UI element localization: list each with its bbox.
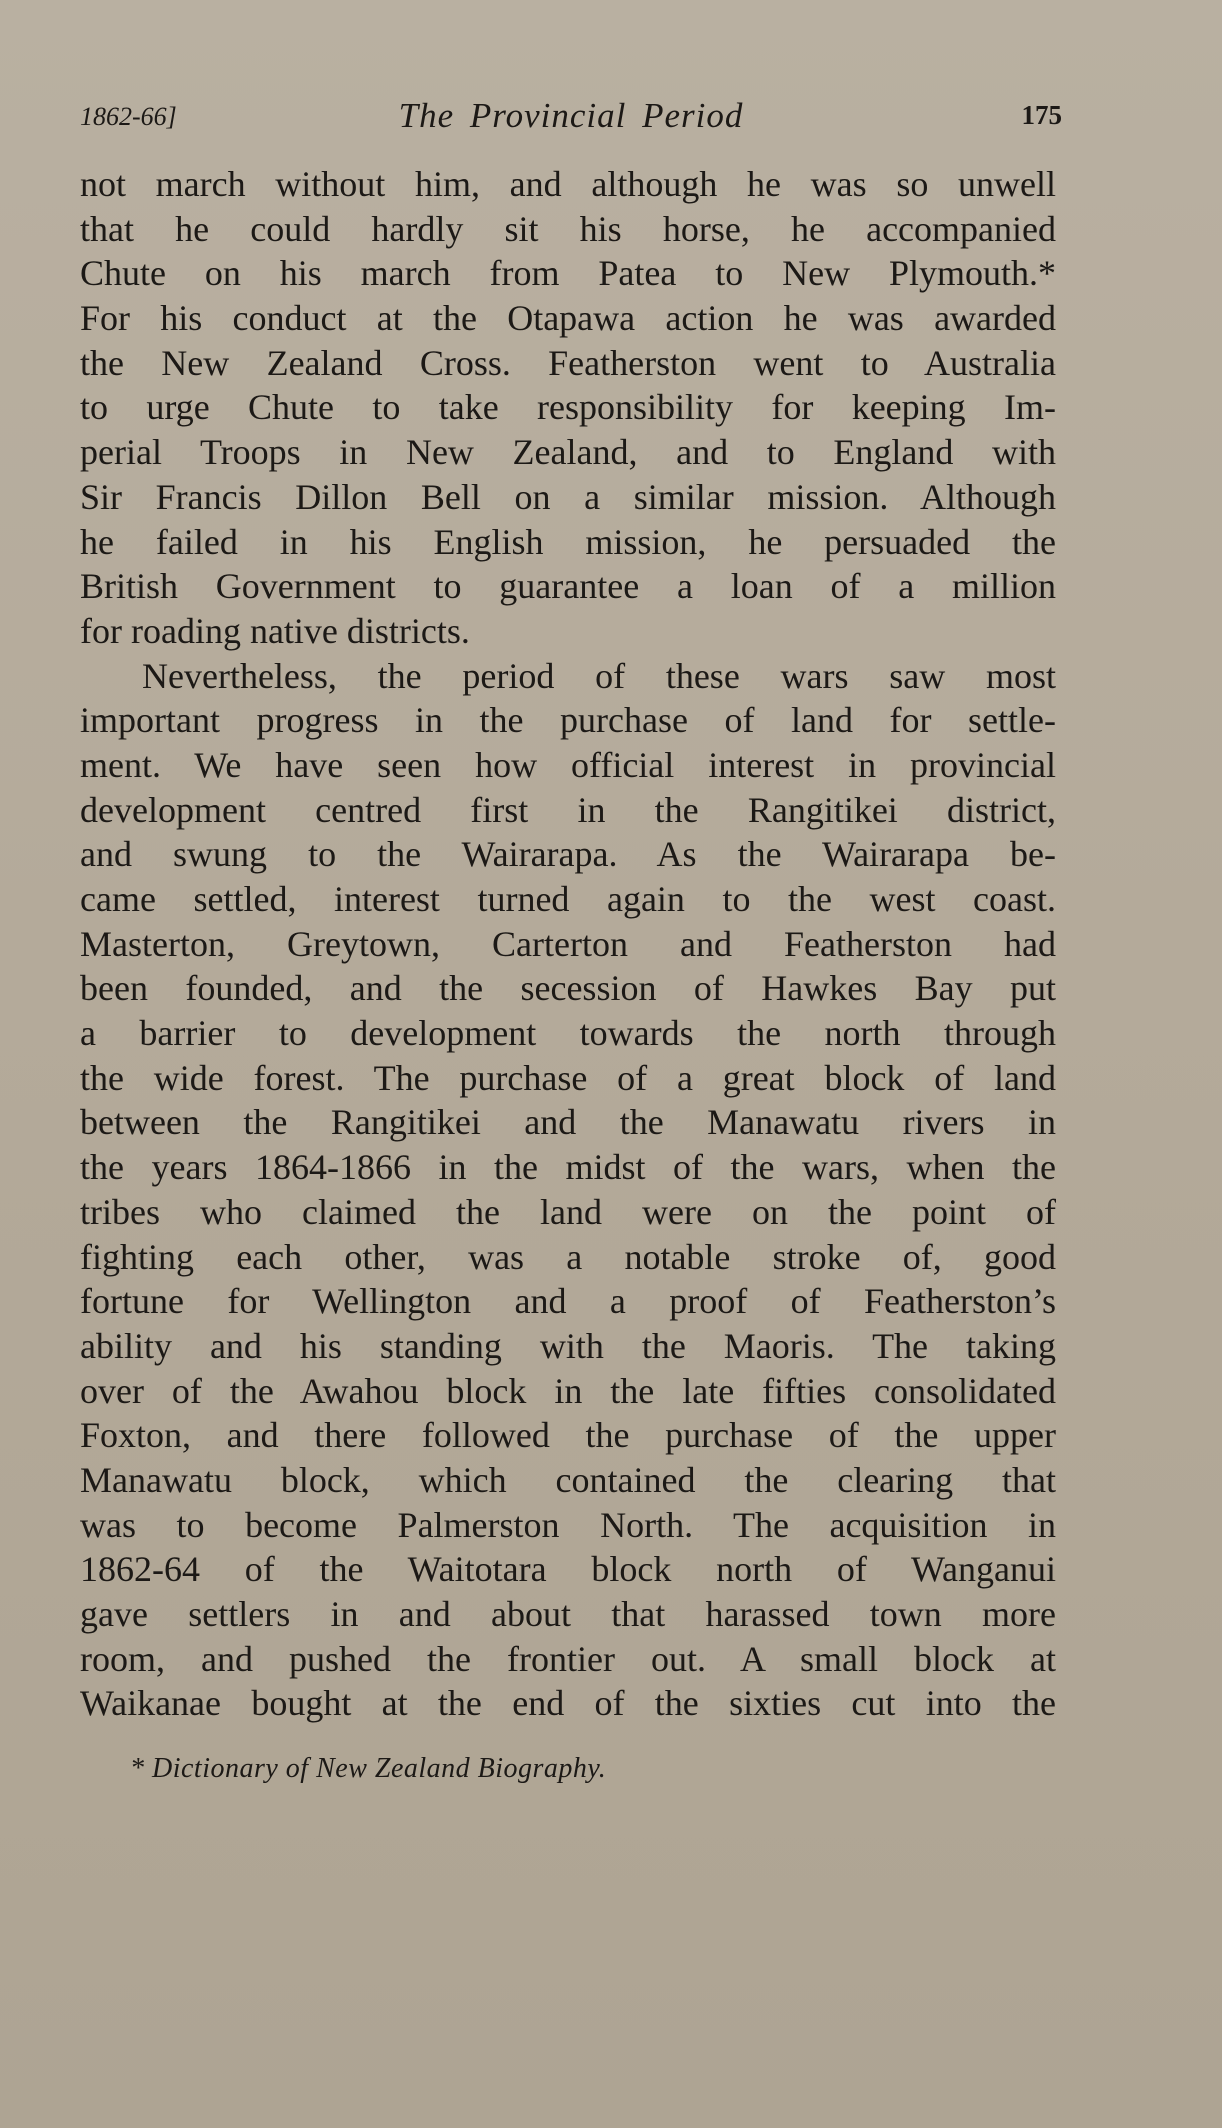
text-line: the wide forest. The purchase of a great block of land <box>80 1057 1056 1098</box>
running-head <box>80 96 1062 140</box>
page-number: 175 <box>1021 100 1062 130</box>
text-line: been founded, and the secession of Hawkes Bay put <box>80 968 1056 1009</box>
text-line: For his conduct at the Otapawa action he was awarded <box>80 298 1056 339</box>
text-line: ability and his standing with the Maoris. The taking <box>80 1325 1056 1366</box>
text-line: Waikanae bought at the end of the sixties cut into the <box>80 1683 1056 1724</box>
text-line: fortune for Wellington and a proof of Featherston’s <box>80 1281 1056 1322</box>
text-line: that he could hardly sit his horse, he accompanied <box>80 208 1056 249</box>
paragraph-start-line: Nevertheless, the period of these wars saw most <box>142 655 1056 696</box>
body-text <box>80 162 1056 1726</box>
text-line: development centred first in the Rangitikei district, <box>80 789 1056 830</box>
text-line: was to become Palmerston North. The acquisition in <box>80 1504 1056 1545</box>
text-line: a barrier to development towards the north through <box>80 1013 1056 1054</box>
text-line: Manawatu block, which contained the clearing that <box>80 1459 1056 1500</box>
running-head-title: The Provincial Period <box>398 96 744 135</box>
text-line: to urge Chute to take responsibility for keeping Im- <box>80 387 1056 428</box>
text-line: tribes who claimed the land were on the point of <box>80 1191 1056 1232</box>
text-line: Foxton, and there followed the purchase of the upper <box>80 1415 1056 1456</box>
text-line: Masterton, Greytown, Carterton and Featherston had <box>80 923 1056 964</box>
text-line: for roading native districts. <box>80 610 470 651</box>
text-line: over of the Awahou block in the late fifties consolidated <box>80 1370 1056 1411</box>
text-line: not march without him, and although he was so unwell <box>80 164 1056 204</box>
text-line: Sir Francis Dillon Bell on a similar mission. Although <box>80 476 1056 517</box>
text-line: 1862-64 of the Waitotara block north of Wanganui <box>80 1549 1056 1590</box>
text-line: the New Zealand Cross. Featherston went to Australia <box>80 342 1056 383</box>
text-line: room, and pushed the frontier out. A small block at <box>80 1638 1056 1679</box>
text-line: the years 1864-1866 in the midst of the wars, when the <box>80 1147 1056 1188</box>
text-line: between the Rangitikei and the Manawatu rivers in <box>80 1102 1056 1143</box>
text-line: and swung to the Wairarapa. As the Wairarapa be- <box>80 834 1056 875</box>
text-line: perial Troops in New Zealand, and to England with <box>80 432 1056 473</box>
text-line: he failed in his English mission, he persuaded the <box>80 521 1056 562</box>
text-line: Chute on his march from Patea to New Plymouth.* <box>80 253 1056 294</box>
footnote: * Dictionary of New Zealand Biography. <box>130 1753 607 1784</box>
running-head-date-range: 1862-66] <box>80 102 177 131</box>
text-line: fighting each other, was a notable stroke of, good <box>80 1236 1056 1277</box>
text-line: British Government to guarantee a loan of a million <box>80 566 1056 607</box>
text-line: came settled, interest turned again to the west coast. <box>80 879 1056 919</box>
text-line: gave settlers in and about that harassed town more <box>80 1594 1056 1634</box>
text-line: ment. We have seen how official interest in provincial <box>80 744 1056 785</box>
text-line: important progress in the purchase of land for settle- <box>80 700 1056 741</box>
